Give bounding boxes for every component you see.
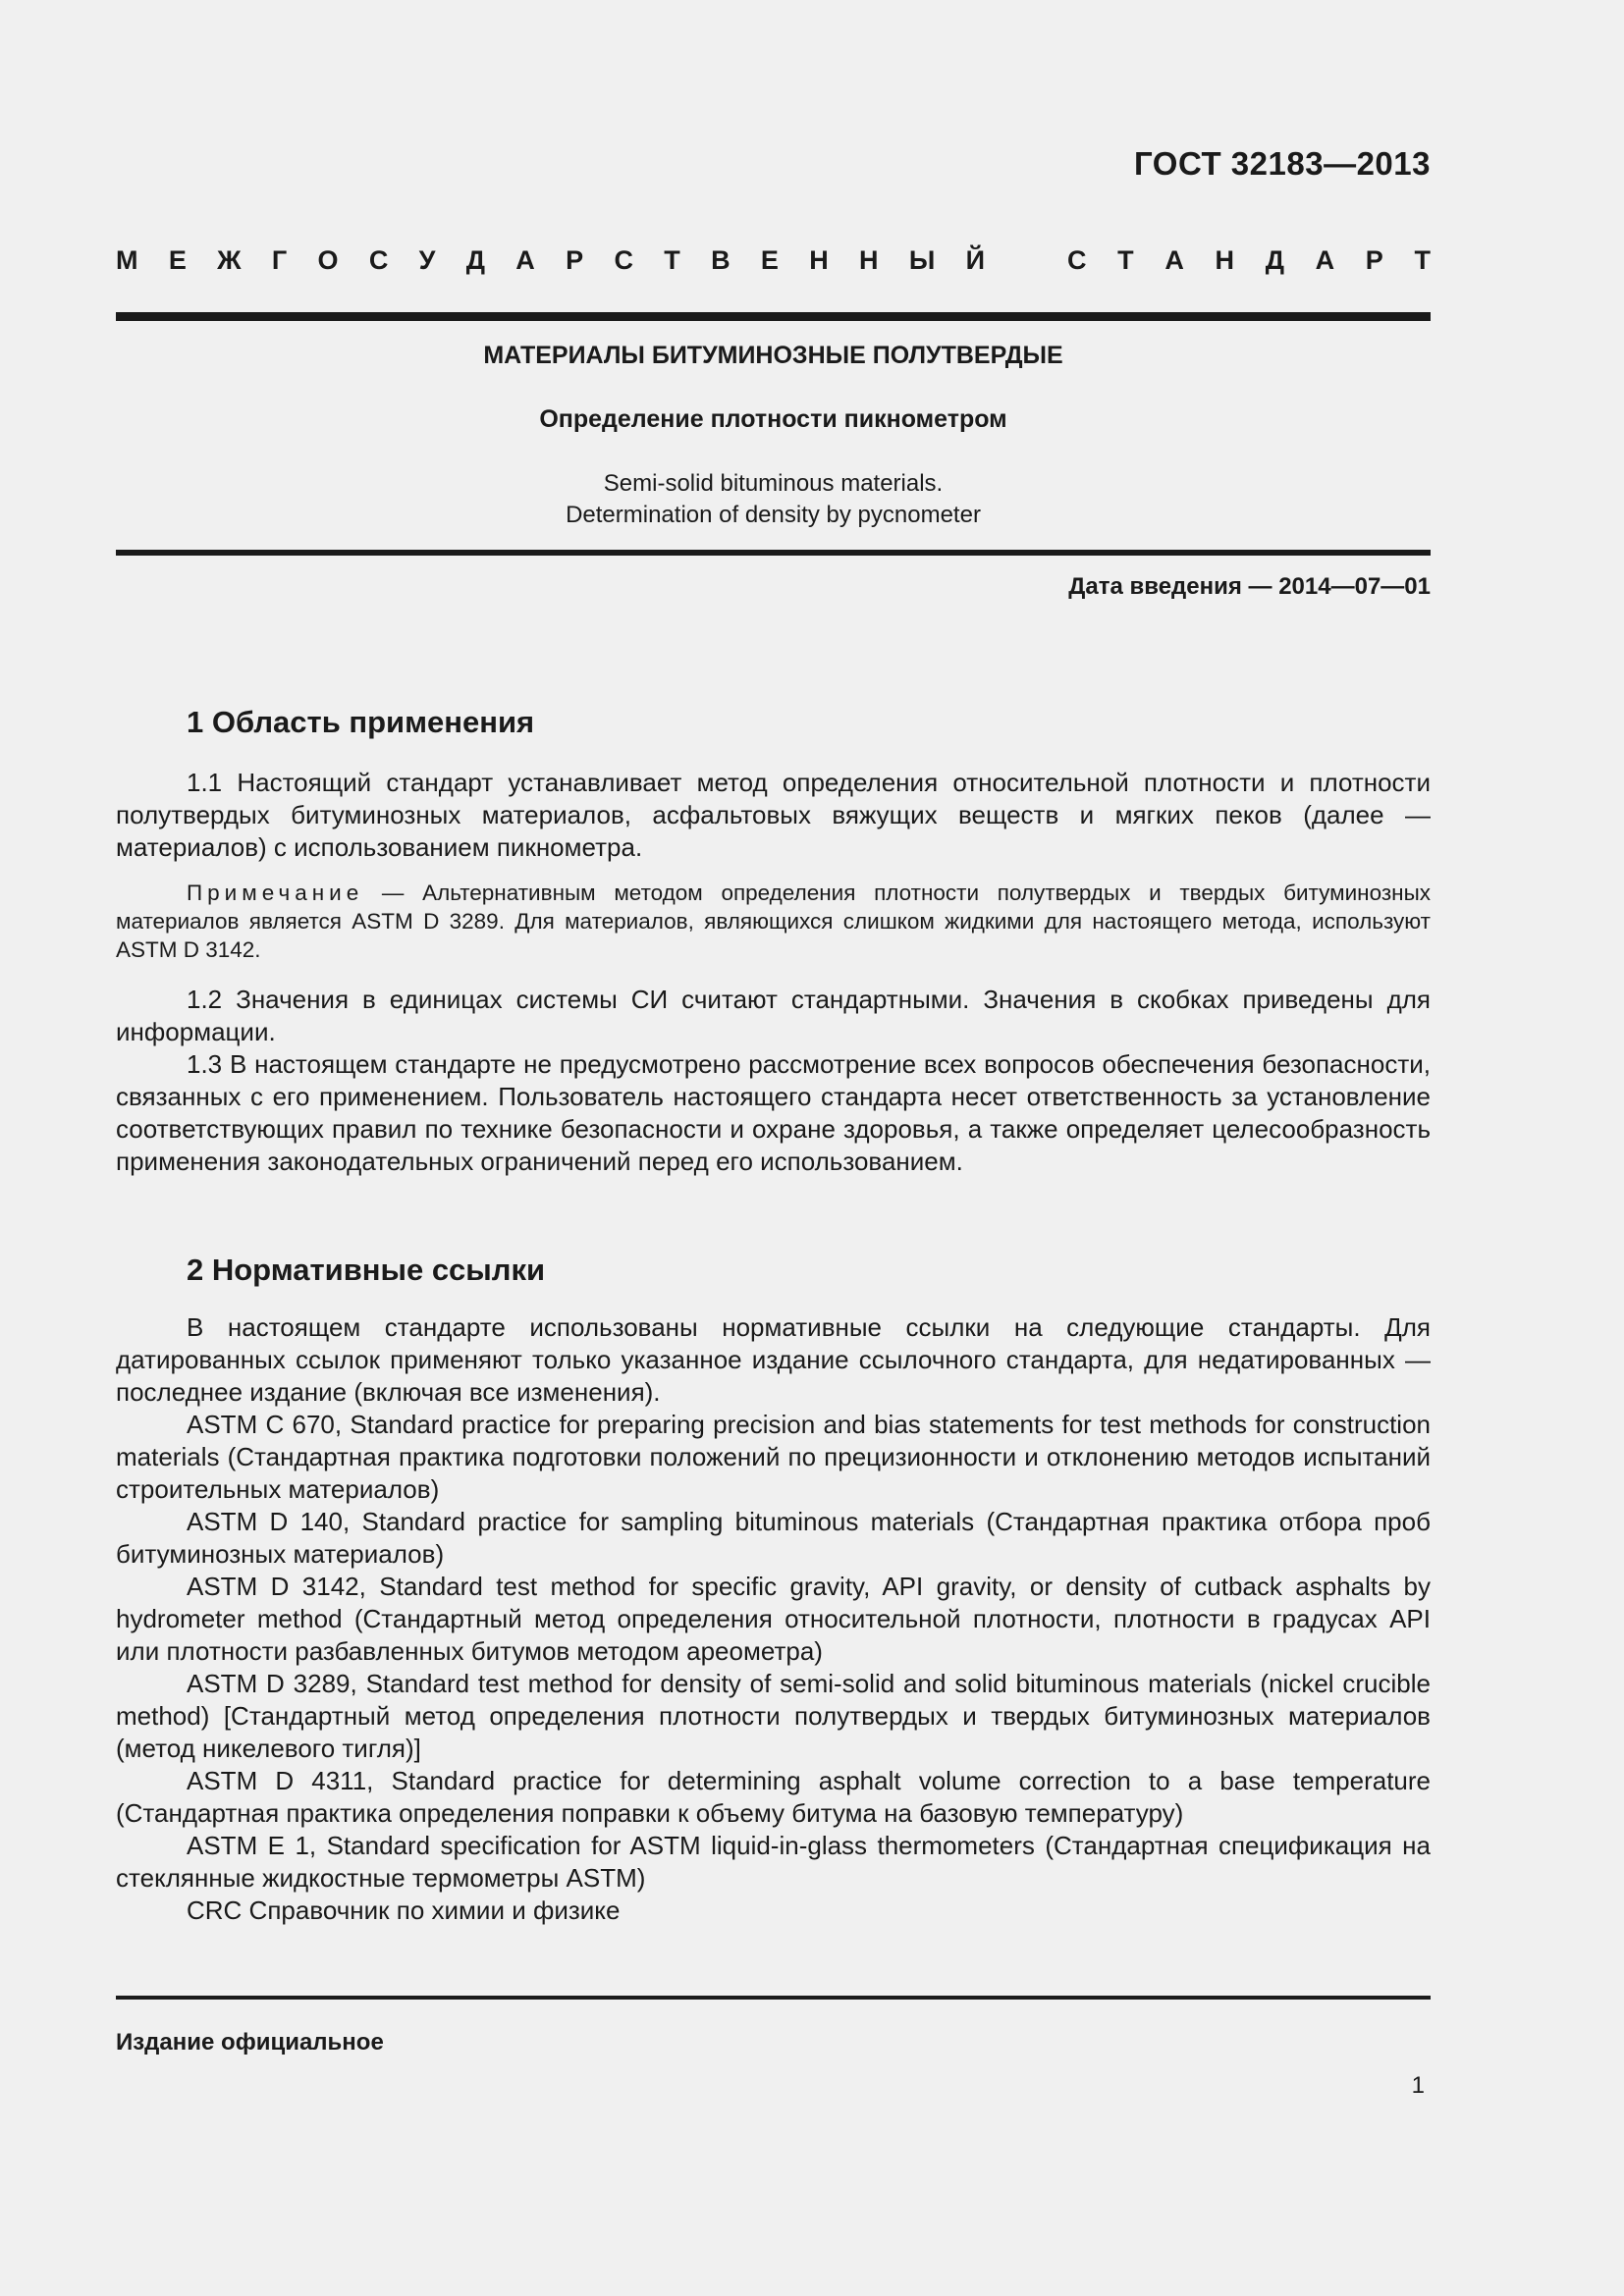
note-label: Примечание xyxy=(187,881,364,905)
reference-item: ASTM D 3142, Standard test method for specific gravity, API gravity, or density of cutback asphalts by hydrometer method (Стандартный метод определения относительной плотности, плотности в градусах API или плотности разбавленных битумов методом ареометра) xyxy=(116,1572,1431,1666)
introduction-date: Дата введения — 2014—07—01 xyxy=(1068,573,1431,600)
paragraph-1-2: 1.2 Значения в единицах системы СИ считают стандартными. Значения в скобках приведены для информации. xyxy=(116,985,1431,1046)
standard-type-word-interstate: М Е Ж Г О С У Д А Р С Т В Е Н Н Ы Й xyxy=(116,245,985,275)
official-edition-label: Издание официальное xyxy=(116,2029,384,2056)
standard-type-banner xyxy=(116,245,1431,276)
reference-item: ASTM C 670, Standard practice for preparing precision and bias statements for test methods for construction materials (Стандартная практика подготовки положений по прецизионности и отклонению методов испытаний строительных материалов) xyxy=(116,1410,1431,1504)
section-1-heading: 1 Область применения xyxy=(187,705,535,739)
reference-item: CRC Справочник по химии и физике xyxy=(187,1896,621,1925)
reference-item: ASTM E 1, Standard specification for ASTM liquid-in-glass thermometers (Стандартная спецификация на стеклянные жидкостные термометры ASTM) xyxy=(116,1831,1431,1893)
reference-item: ASTM D 4311, Standard practice for determining asphalt volume correction to a base temperature (Стандартная практика определения поправки к объему битума на базовую температуру) xyxy=(116,1766,1431,1828)
document-title: МАТЕРИАЛЫ БИТУМИНОЗНЫЕ ПОЛУТВЕРДЫЕ xyxy=(483,342,1063,369)
paragraph-1-3: 1.3 В настоящем стандарте не предусмотрено рассмотрение всех вопросов обеспечения безопасности, связанных с его применением. Пользователь настоящего стандарта несет ответственность за установление соответствующих правил по технике безопасности и охране здоровья, а также определяет целесообразность применения законодательных ограничений перед его использованием. xyxy=(116,1049,1431,1176)
reference-item: ASTM D 3289, Standard test method for density of semi-solid and solid bituminous materials (nickel crucible method) [Стандартный метод определения плотности полутвердых и твердых битуминозных материалов (метод никелевого тигля)] xyxy=(116,1669,1431,1763)
standard-number: ГОСТ 32183—2013 xyxy=(1134,145,1431,182)
title-divider xyxy=(116,550,1431,556)
note-paragraph xyxy=(116,879,1431,964)
normative-references xyxy=(116,1311,1431,1927)
page-number: 1 xyxy=(1411,2072,1425,2099)
section-2-heading: 2 Нормативные ссылки xyxy=(187,1253,546,1287)
standard-type-word-standard: С Т А Н Д А Р Т xyxy=(1067,245,1431,275)
note-text: — Альтернативным методом определения плотности полутвердых и твердых битуминозных материалов является ASTM D 3289. Для материалов, являющихся слишком жидкими для настоящего метода, используют ASTM D 3142. xyxy=(116,881,1431,962)
references-intro: В настоящем стандарте использованы нормативные ссылки на следующие стандарты. Для датированных ссылок применяют только указанное издание ссылочного стандарта, для недатированных — последнее издание (включая все изменения). xyxy=(116,1312,1431,1407)
reference-item: ASTM D 140, Standard practice for sampling bituminous materials (Стандартная практика отбора проб битуминозных материалов) xyxy=(116,1507,1431,1569)
paragraph-1-1: 1.1 Настоящий стандарт устанавливает метод определения относительной плотности и плотности полутвердых битуминозных материалов, асфальтовых вяжущих веществ и мягких пеков (далее — материалов) с использованием пикнометра. xyxy=(116,768,1431,862)
document-page xyxy=(116,0,1431,2296)
footer-divider xyxy=(116,1996,1431,2000)
header-divider xyxy=(116,312,1431,321)
document-title-english: Semi-solid bituminous materials. Determination of density by pycnometer xyxy=(566,470,981,528)
document-subtitle: Определение плотности пикнометром xyxy=(539,405,1007,433)
